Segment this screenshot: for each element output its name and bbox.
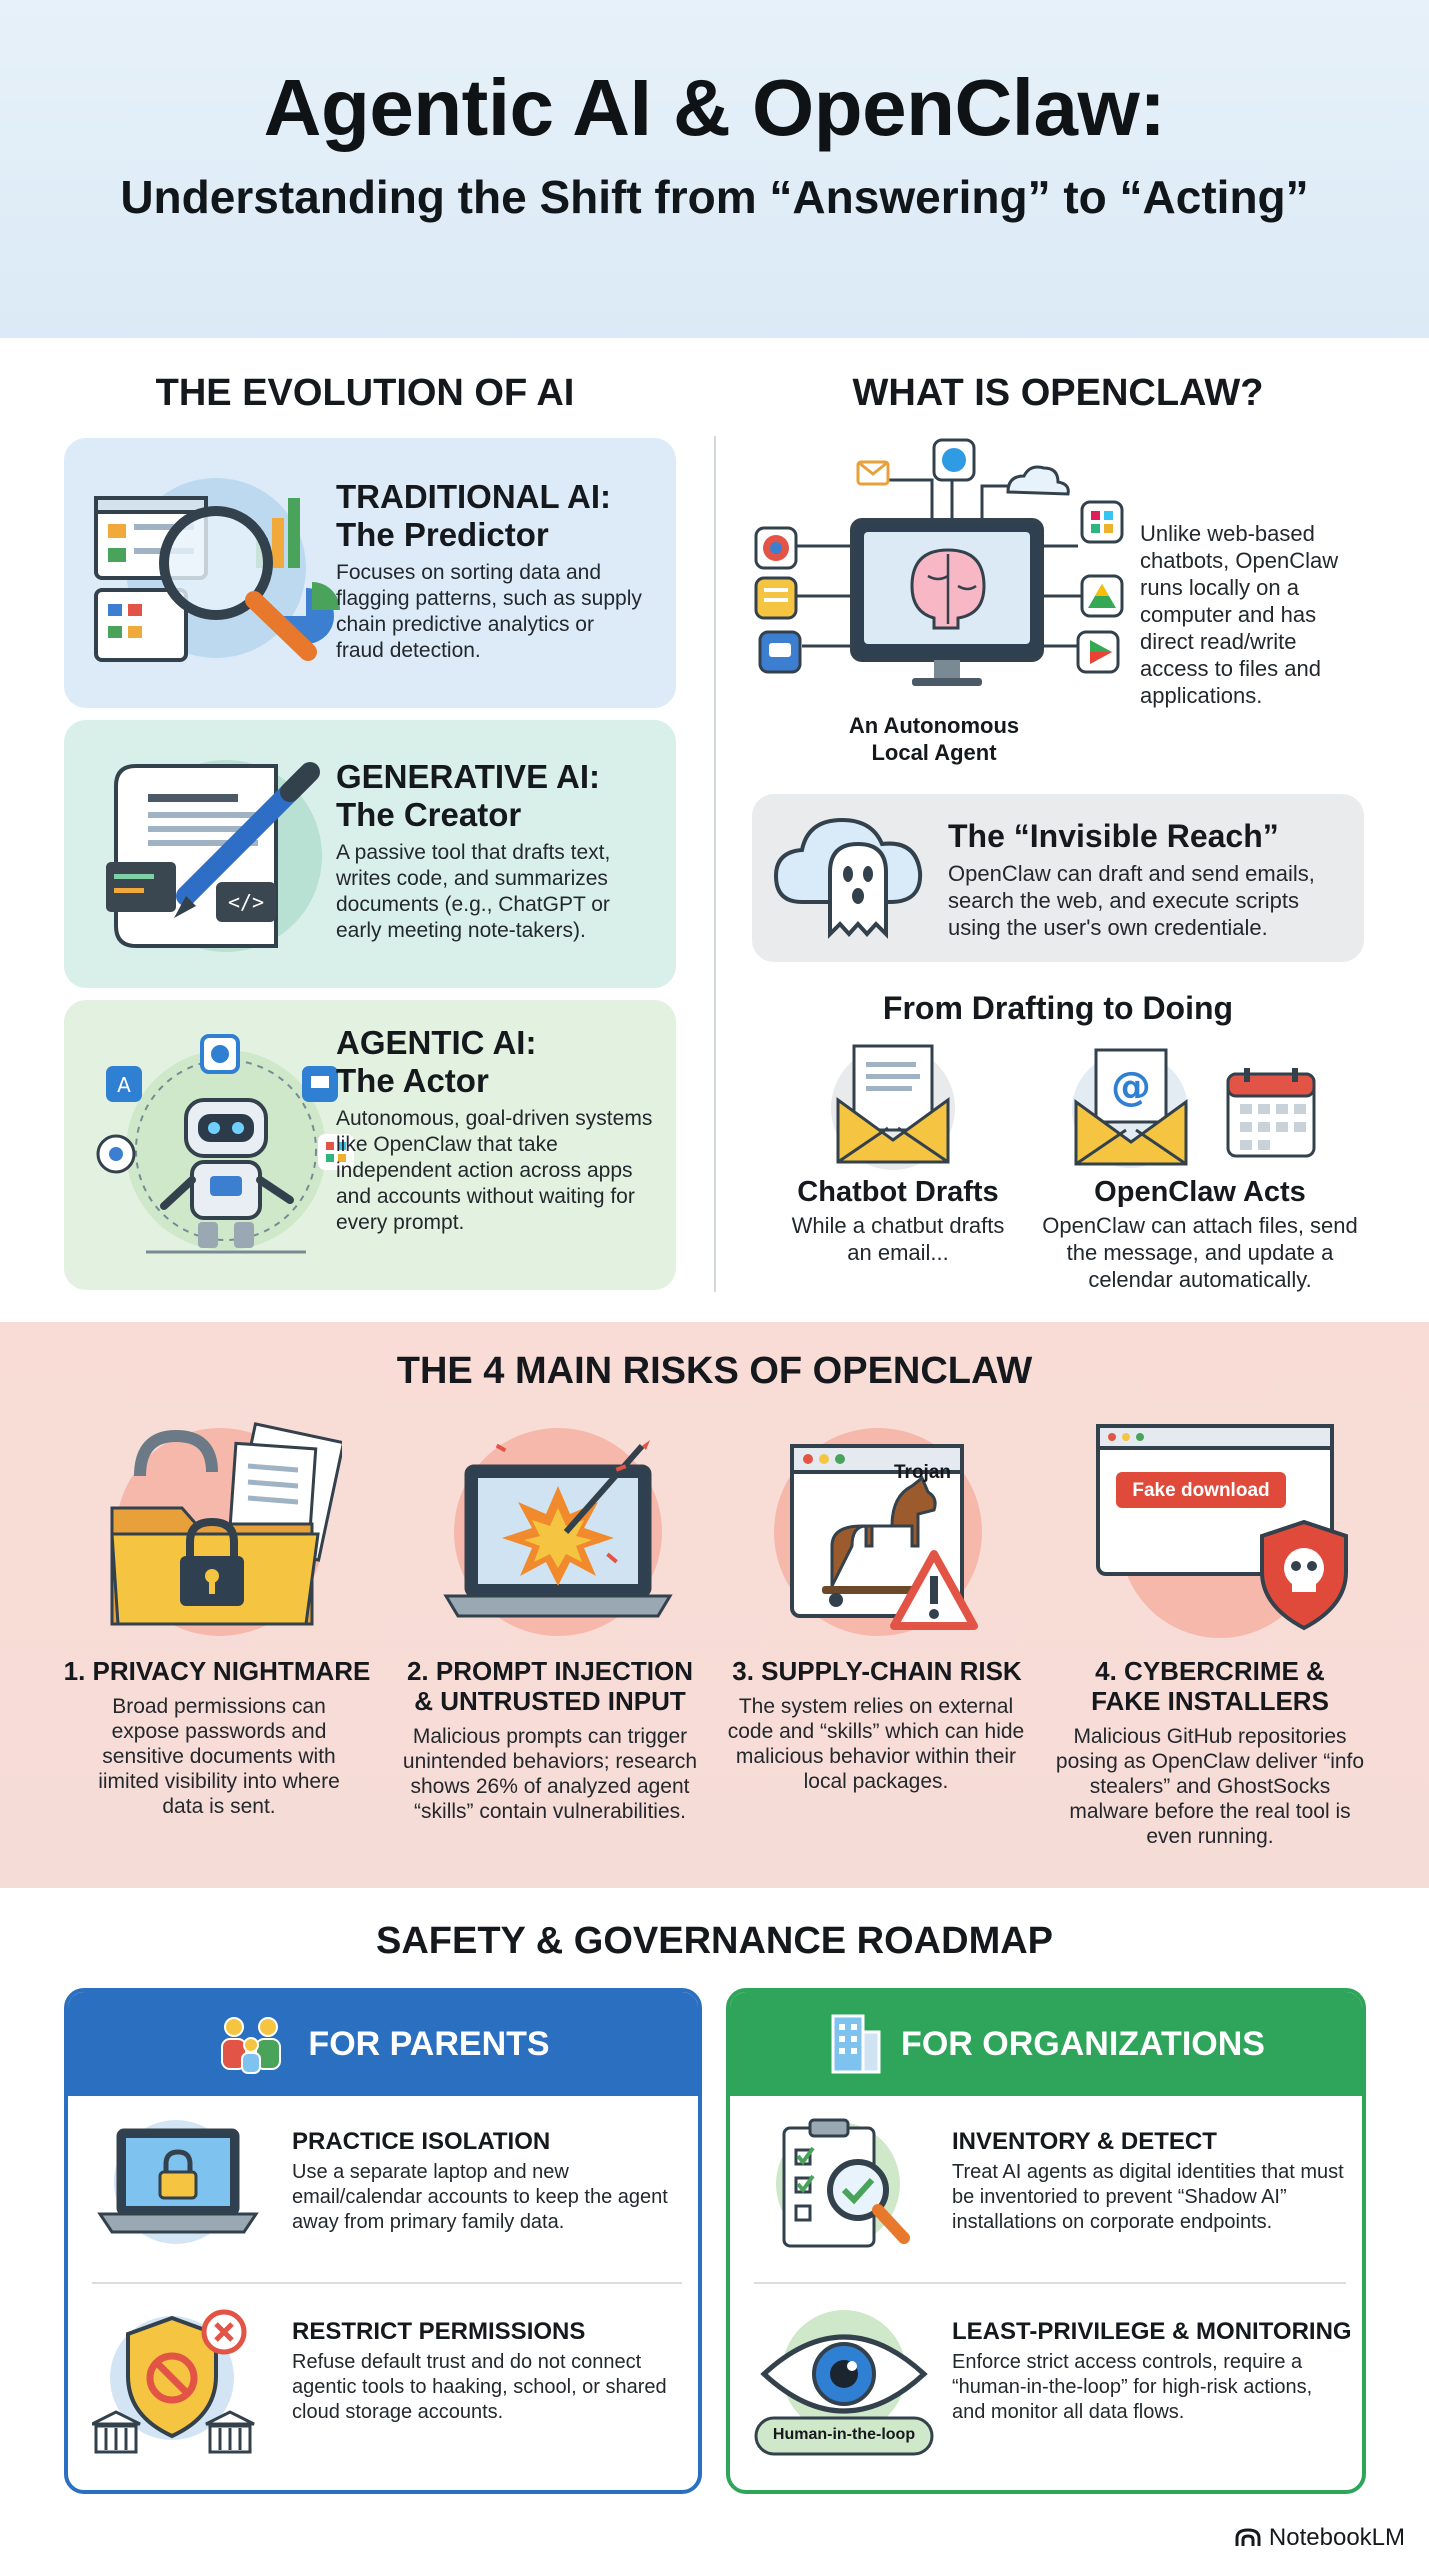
organizations-header: [730, 1992, 1362, 2096]
drafting-heading: From Drafting to Doing: [882, 990, 1234, 1026]
send-email-calendar-icon: [1070, 1040, 1330, 1170]
reach-title: The “Invisible Reach”: [948, 818, 1279, 854]
parents-separator: [92, 2282, 682, 2284]
risk-4-title-line2: FAKE INSTALLERS: [1091, 1686, 1329, 1716]
chatbot-drafts-title: Chatbot Drafts: [797, 1176, 999, 1208]
organizations-panel: [726, 1988, 1366, 2494]
parents-panel: [64, 1988, 702, 2494]
risk-2-body: Malicious prompts can trigger unintended behaviors; research shows 26% of analyzed agent “skills” contain vulnerabilities.: [402, 1725, 698, 1823]
risk-3-body: The system relies on external code and “skills” which can hide malicious behavior within their local packages.: [727, 1695, 1025, 1793]
agent-caption-line2: Local Agent: [871, 740, 997, 765]
risk-2-title: [376, 1656, 724, 1716]
local-agent-computer-icon: [752, 436, 1132, 706]
page-subtitle: Understanding the Shift from “Answering” to “Acting”: [120, 171, 1309, 223]
restrict-permissions-body: Refuse default trust and do not connect agentic tools to haaking, school, or shared cloud storage accounts.: [292, 2351, 667, 2423]
risks-heading: THE 4 MAIN RISKS OF OPENCLAW: [396, 1350, 1033, 1392]
practice-isolation-title: PRACTICE ISOLATION: [292, 2128, 551, 2155]
generative-title-line1: GENERATIVE AI:: [336, 758, 601, 795]
parents-label: FOR PARENTS: [308, 2024, 550, 2063]
practice-isolation-body: Use a separate laptop and new email/calendar accounts to keep the agent away from primary family data.: [292, 2161, 668, 2233]
notebooklm-logo-icon: [1235, 2528, 1261, 2548]
inventory-detect-body: Treat AI agents as digital identities that must be inventoried to prevent “Shadow AI” installations on corporate endpoints.: [952, 2161, 1344, 2233]
human-in-the-loop-badge: Human-in-the-loop: [772, 2426, 916, 2443]
checklist-magnifier-icon: [754, 2112, 924, 2262]
notebooklm-label: NotebookLM: [1268, 2524, 1405, 2551]
card-generative-ai: [64, 720, 676, 988]
generative-body: A passive tool that drafts text, writes code, and summarizes documents (e.g., ChatGPT or early meeting note-takers).: [336, 841, 611, 942]
inventory-detect-title: INVENTORY & DETECT: [952, 2128, 1217, 2155]
risk-3-title-line1: 3. SUPPLY-CHAIN RISK: [732, 1656, 1022, 1686]
agentic-title: [336, 1024, 536, 1100]
header-banner: [0, 0, 1429, 338]
openclaw-acts-title: OpenClaw Acts: [1094, 1176, 1306, 1208]
agent-caption: [812, 712, 1056, 766]
invisible-reach-card: [752, 794, 1364, 962]
column-divider: [714, 436, 716, 1292]
card-agentic-ai: [64, 1000, 676, 1290]
fake-download-button: Fake download: [1132, 1480, 1270, 1501]
traditional-body: Focuses on sorting data and flagging patterns, such as supply chain predictive analytics or fraud detection.: [336, 561, 642, 662]
pen-document-icon: [86, 746, 366, 966]
svg-text:</>: </>: [227, 890, 265, 914]
risk-3-title: [712, 1656, 1042, 1686]
openclaw-acts-body: OpenClaw can attach files, send the message, and update a celendar automatically.: [1042, 1213, 1358, 1292]
laptop-explosion-icon: [436, 1416, 676, 1646]
page-title: Agentic AI & OpenClaw:: [263, 63, 1166, 152]
card-traditional-ai: [64, 438, 676, 708]
roadmap-heading: SAFETY & GOVERNANCE ROADMAP: [375, 1920, 1054, 1962]
openclaw-description: Unlike web-based chatbots, OpenClaw runs locally on a computer and has direct read/write access to files and applications.: [1140, 521, 1339, 708]
shield-no-entry-icon: [92, 2304, 262, 2464]
risk-4-title: [1050, 1656, 1370, 1716]
organizations-separator: [754, 2282, 1346, 2284]
padlock-folder-icon: [92, 1416, 342, 1646]
magnifier-data-icon: [86, 468, 366, 678]
risk-2-title-line2: & UNTRUSTED INPUT: [414, 1686, 686, 1716]
traditional-title-line2: The Predictor: [336, 516, 549, 553]
openclaw-heading: WHAT IS OPENCLAW?: [852, 372, 1264, 414]
traditional-title-line1: TRADITIONAL AI:: [336, 478, 611, 515]
agent-caption-line1: An Autonomous: [848, 713, 1020, 738]
reach-body: OpenClaw can draft and send emails, search the web, and execute scripts using the user's own credentiale.: [948, 861, 1315, 940]
locked-laptop-icon: [92, 2116, 262, 2256]
risk-1-title-line1: 1. PRIVACY NIGHTMARE: [63, 1656, 371, 1686]
evolution-heading: THE EVOLUTION OF AI: [155, 372, 575, 414]
generative-title: [336, 758, 600, 834]
risk-4-body: Malicious GitHub repositories posing as OpenClaw deliver “info stealers” and GhostSocks malware before the real tool is even running.: [1055, 1725, 1365, 1848]
chatbot-drafts-body: While a chatbut drafts an email...: [791, 1213, 1005, 1265]
fake-installer-skull-icon: [1090, 1416, 1350, 1646]
family-icon: [216, 2013, 290, 2075]
svg-text:A: A: [117, 1073, 131, 1097]
restrict-permissions-title: RESTRICT PERMISSIONS: [292, 2318, 586, 2345]
generative-title-line2: The Creator: [336, 796, 522, 833]
least-privilege-body: Enforce strict access controls, require a “human-in-the-loop” for high-risk actions, and monitor all data flows.: [952, 2351, 1313, 2423]
least-privilege-title: LEAST-PRIVILEGE & MONITORING: [952, 2318, 1352, 2345]
svg-text:@: @: [1111, 1064, 1151, 1110]
parents-header: [68, 1992, 698, 2096]
risk-2-title-line1: 2. PROMPT INJECTION: [406, 1656, 694, 1686]
robot-agent-icon: [86, 1030, 366, 1260]
traditional-title: [336, 478, 611, 554]
trojan-label: Trojan: [894, 1462, 952, 1483]
organizations-label: FOR ORGANIZATIONS: [901, 2024, 1265, 2063]
risk-4-title-line1: 4. CYBERCRIME &: [1095, 1656, 1325, 1686]
notebooklm-brand: [1235, 2524, 1405, 2552]
envelope-draft-icon: [818, 1040, 968, 1170]
risk-1-body: Broad permissions can expose passwords and sensitive documents with iimited visibility into where data is sent.: [98, 1695, 340, 1818]
ghost-cloud-icon: [772, 812, 932, 942]
risk-1-title: [52, 1656, 382, 1686]
trojan-horse-warning-icon: [762, 1416, 1002, 1646]
agentic-body: Autonomous, goal-driven systems like OpenClaw that take independent action across apps and accounts without waiting for every prompt.: [336, 1107, 653, 1234]
agentic-title-line2: The Actor: [336, 1062, 489, 1099]
office-building-icon: [827, 2012, 883, 2076]
agentic-title-line1: AGENTIC AI:: [336, 1024, 537, 1061]
